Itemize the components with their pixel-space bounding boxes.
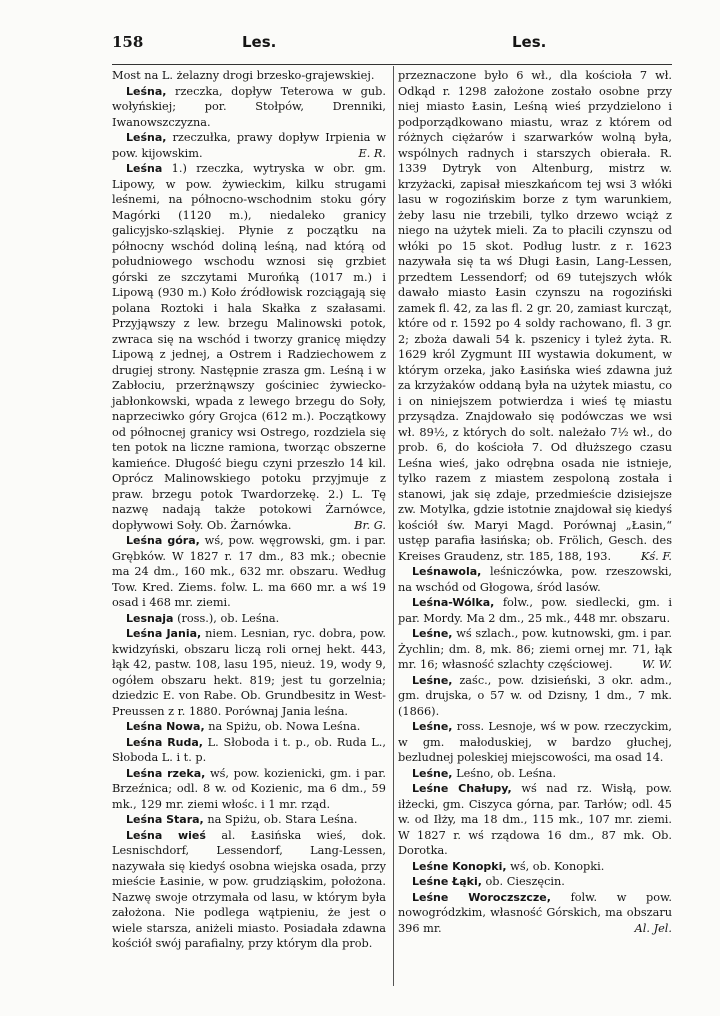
dictionary-entry	[112, 719, 386, 735]
dictionary-entry	[112, 130, 386, 161]
right-column	[398, 68, 672, 936]
entry-headword: Leśne,	[412, 766, 453, 780]
entry-text: przeznaczone było 6 wł., dla kościoła 7 wł. Odkąd r. 1298 założone zostało osobne przy niej miasto Łasin, Leśną wieś przydzielono i podporządkowano miastu, wraz z którem od różnych ciężarów i szarwarków wolną była, wspólnych radnych i starszych obierała. R. 1339 Dytryk von Altenburg, mistrz w. krzyżacki, zapisał mieszkańcom tej wsi 3 włóki lasu w rogozińskim borze z tym warunkiem, żeby lasu nie trzebili, tylko drzewo wciąż z niego na użytek mieli. Za to płacili czynszu od włóki po 15 skot. Podług lustr. z r. 1623 nazywała się ta wś Długi Łasin, Lang-Lessen, przedtem Lessendorf; od 69 tutejszych włók dawało miasto Łasin czynszu na rogoziński zamek fl. 42, za las fl. 2 gr. 20, zamiast kurcząt, które od r. 1592 po 4 soldy rachowano, fl. 3 gr. 2; zboża dawali 54 k. pszenicy i tyleż żyta. R. 1629 król Zygmunt III wystawia dokument, w którym orzeka, jako Łasińska wieś zdawna już za krzyżaków oddaną była na użytek miastu, co i on niniejszem potwierdza i wieś tę miastu przysądza. Znajdowało się podówczas we wsi wł. 89½, z których do solt. należało 7½ wł., do prob. 6, do kościoła 7. Od dłuższego czasu Leśna wieś, jako odrębna osada nie istnieje, tylko razem z miastem zespoloną została i stanowi, jak się zdaje, przedmieście dzisiejsze zw. Motylka, gdzie istotnie znajdował się kiedyś kościół św. Maryi Magd. Porównaj „Łasin,“ ustęp parafia łasińska; ob. Frölich, Gesch. des Kreises Graudenz, str. 185, 188, 193.	[398, 69, 672, 563]
entry-text: rzeczułka, prawy dopływ Irpienia w pow. kijowskim.	[112, 131, 387, 160]
entry-text: folw., pow. siedlecki, gm. i par. Mordy. Ma 2 dm., 25 mk., 448 mr. obszaru.	[398, 596, 673, 625]
entry-text: na Spiżu, ob. Stara Leśna.	[207, 813, 358, 826]
entry-text: wś nad rz. Wisłą, pow. iłżecki, gm. Ciszyca górna, par. Tarłów; odl. 45 w. od Iłży, ma 18 dm., 115 mk., 107 mr. ziemi. W 1827 r. wś rządowa 16 dm., 87 mk. Ob. Dorotka.	[398, 782, 673, 857]
page-number: 158	[112, 33, 144, 51]
entry-headword: Leśna Ruda,	[126, 735, 203, 749]
left-column	[112, 68, 386, 952]
entry-headword: Leśna Nowa,	[126, 720, 205, 733]
entry-text: niem. Lesnian, ryc. dobra, pow. kwidzyński, obszaru liczą roli ornej hekt. 443, łąk 42, pastw. 108, lasu 195, nieuż. 19, wody 9, ogółem obszaru hekt. 819; jest tu gorzelnia; dziedzic E. von Rabe. Ob. Grundbesitz in West-Preussen z r. 1880. Porównaj Jania leśna.	[112, 627, 386, 718]
entry-text: wś, pow. węgrowski, gm. i par. Grębków. W 1827 r. 17 dm., 83 mk.; obecnie ma 24 dm., 160 mk., 632 mr. obszaru. Według Tow. Kred. Ziems. folw. L. ma 660 mr. a wś 19 osad i 468 mr. ziemi.	[112, 534, 387, 609]
running-head-right: Les.	[512, 33, 547, 51]
dictionary-entry	[398, 564, 672, 595]
entry-signature: Al. Jel.	[634, 921, 672, 935]
entry-headword: Leśna	[126, 162, 163, 175]
entry-headword: Leśne Łąki,	[412, 875, 482, 888]
entry-headword: Leśna rzeka,	[126, 766, 206, 780]
dictionary-entry	[398, 859, 672, 875]
dictionary-entry	[112, 766, 386, 813]
dictionary-entry	[398, 673, 672, 720]
entry-text: ob. Cieszęcin.	[485, 875, 565, 888]
entry-text: al. Łasińska wieś, dok. Lesnischdorf, Lessendorf, Lang-Lessen, nazywała się kiedyś osobna wiejska osada, przy mieście Łasinie, w pow. grudziąskim, położona. Nazwę swoje otrzymała od lasu, w którym była założona. Nie podlega wątpieniu, że jest o wiele starsza, aniżeli miasto. Posiadała zdawna kościół swój parafialny, przy którym dla prob.	[112, 828, 386, 950]
dictionary-entry	[112, 611, 386, 627]
dictionary-entry	[112, 626, 386, 719]
running-head-left: Les.	[242, 33, 277, 51]
entry-text: na Spiżu, ob. Nowa Leśna.	[208, 720, 361, 733]
entry-headword: Leśne,	[412, 627, 453, 640]
entry-text: leśniczówka, pow. rzeszowski, na wschód od Głogowa, śród lasów.	[398, 565, 672, 594]
entry-headword: Leśne Konopki,	[412, 859, 507, 873]
entry-signature: E. R.	[358, 146, 386, 160]
dictionary-entry	[398, 874, 672, 890]
entry-headword: Leśna-Wólka,	[412, 596, 495, 609]
entry-text: (ross.), ob. Leśna.	[177, 611, 280, 625]
entry-headword: Leśna wieś	[126, 828, 206, 842]
entry-text: wś, ob. Konopki.	[510, 859, 605, 873]
dictionary-entry	[112, 68, 386, 84]
entry-text: wś, pow. kozienicki, gm. i par. Brzeźnica; odl. 8 w. od Kozienic, ma 6 dm., 59 mk., 129 mr. ziemi włośc. i 1 mr. rząd.	[112, 766, 386, 811]
entry-headword: Leśna,	[126, 84, 167, 98]
entry-text: wś szlach., pow. kutnowski, gm. i par. Żychlin; dm. 8, mk. 86; ziemi ornej mr. 71, łąk mr. 16; własność szlachty częściowej.	[398, 627, 673, 671]
dictionary-entry	[398, 766, 672, 782]
entry-headword: Leśna góra,	[126, 534, 200, 547]
dictionary-entry	[398, 719, 672, 766]
entry-headword: Leśna Stara,	[126, 813, 204, 826]
entry-headword: Leśne,	[412, 720, 453, 733]
dictionary-entry	[398, 890, 672, 937]
entry-headword: Leśnawola,	[412, 565, 482, 578]
entry-text: ross. Lesnoje, wś w pow. rzeczyckim, w gm. małoduskiej, w bardzo głuchej, bezludnej poleskiej miejscowości, ma osad 14.	[398, 720, 672, 764]
entry-headword: Leśne Woroczszcze,	[412, 890, 551, 904]
entry-text: rzeczka, dopływ Teterowa w gub. wołyńskiej; por. Stołpów, Drenniki, Iwanowszczyzna.	[112, 84, 387, 129]
entry-text: zaśc., pow. dzisieński, 3 okr. adm., gm. drujska, o 57 w. od Dzisny, 1 dm., 7 mk. (1866).	[398, 673, 672, 718]
page-header	[0, 33, 720, 57]
entry-text: folw. w pow. nowogródzkim, własność Górskich, ma obszaru 396 mr.	[398, 890, 673, 935]
entry-headword: Leśna Jania,	[126, 627, 202, 640]
entry-text: Most na L. żelazny drogi brzesko-grajewskiej.	[112, 69, 375, 82]
entry-headword: Leśne Chałupy,	[412, 782, 512, 795]
header-rule	[112, 64, 672, 65]
entry-headword: Leśne,	[412, 673, 453, 687]
dictionary-entry	[398, 781, 672, 859]
dictionary-entry	[112, 828, 386, 952]
dictionary-entry	[112, 84, 386, 131]
dictionary-entry	[112, 812, 386, 828]
dictionary-entry	[398, 595, 672, 626]
entry-text: 1.) rzeczka, wytryska w obr. gm. Lipowy, w pow. żywieckim, kilku strugami leśnemi, na północno-wschodnim stoku góry Magórki (1120 m.), niedaleko granicy galicyjsko-szląskiej. Płynie z początku na północny wschód doliną leśną, nad którą od południowego wschodu wznosi się grzbiet górski ze szczytami Murońką (1017 m.) i Lipową (930 m.) Koło źródłowisk rozciągają się polana Roztoki i hala Skałka z szałasami. Przyjąwszy z lew. brzegu Malinowski potok, zwraca się na wschód i tworzy granicę między Lipową z jednej, a Ostrem i Radziechowem z drugiej strony. Następnie zrasza gm. Leśną i w Zabłociu, przerżnąwszy gościniec żywiecko-jabłonkowski, wpada z lewego brzegu do Soły, naprzeciwko góry Grojca (612 m.). Początkowy od północnej granicy wsi Ostrego, rozdziela się ten potok na liczne ramiona, tworząc obszerne kamieńce. Długość biegu czyni przeszło 14 kil. Oprócz Malinowskiego potoku przyjmuje z praw. brzegu potok Twardorzekę. 2.) L. Tę nazwę nadają także potokowi Żarnówce, dopływowi Soły. Ob. Żarnówka.	[112, 162, 386, 532]
dictionary-entry	[112, 533, 386, 611]
dictionary-entry	[398, 68, 672, 564]
column-divider	[393, 66, 394, 986]
entry-signature: W. W.	[641, 658, 672, 671]
entry-text: Leśno, ob. Leśna.	[456, 766, 557, 780]
entry-signature: Br. G.	[354, 518, 386, 532]
entry-signature: Kś. F.	[640, 549, 672, 563]
entry-headword: Leśna,	[126, 131, 167, 144]
dictionary-entry	[112, 735, 386, 766]
entry-headword: Lesnaja	[126, 611, 174, 625]
dictionary-entry	[112, 161, 386, 533]
dictionary-entry	[398, 626, 672, 673]
entry-text: L. Słoboda i t. p., ob. Ruda L., Słoboda L. i t. p.	[112, 735, 386, 764]
